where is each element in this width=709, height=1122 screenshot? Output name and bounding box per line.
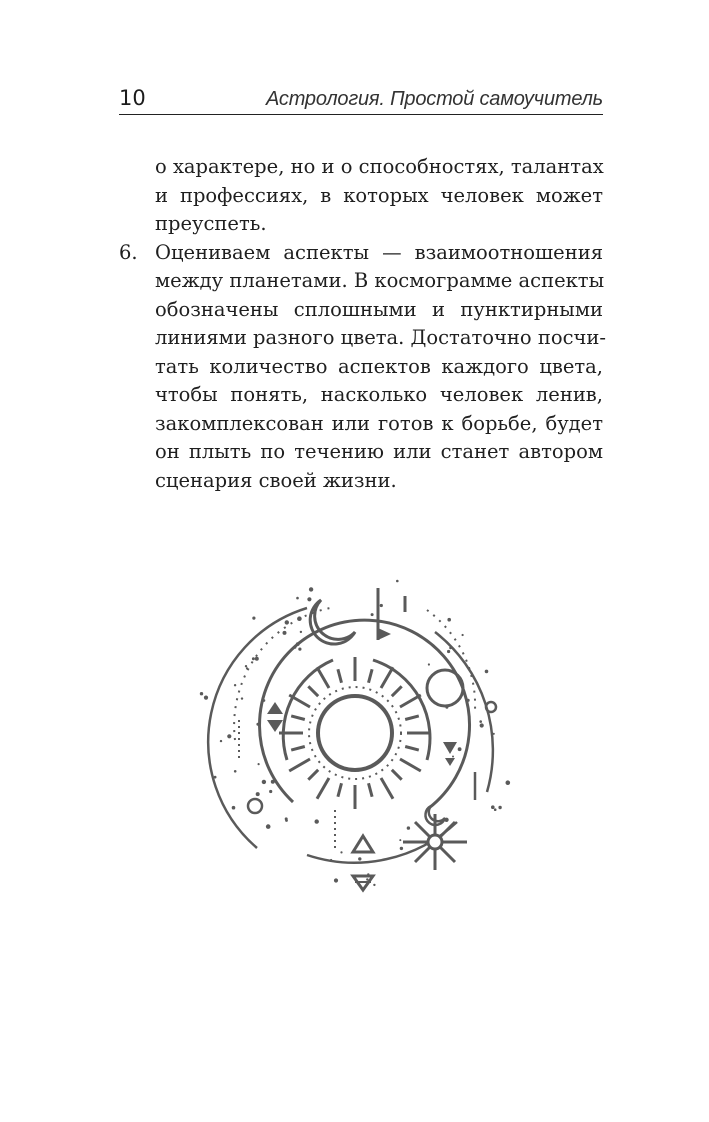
star-dot	[285, 819, 288, 822]
sun-ray	[405, 716, 419, 720]
star-dot	[285, 620, 289, 624]
star-dot	[234, 770, 237, 773]
star-dot	[447, 618, 451, 622]
star-dot	[252, 657, 255, 660]
star-dot	[407, 826, 410, 829]
sun-core	[318, 696, 392, 770]
sun-ray	[291, 747, 305, 751]
star-dot	[399, 839, 401, 841]
continuation-paragraph	[119, 153, 603, 239]
star-dot	[340, 851, 342, 853]
star-dot	[234, 684, 236, 686]
body-text	[119, 153, 606, 495]
star-dot	[400, 847, 403, 850]
star-dot	[452, 756, 454, 758]
header-rule	[119, 114, 603, 115]
sun-ray	[405, 747, 419, 751]
sun-ray	[369, 669, 373, 683]
sun-ray	[338, 783, 342, 797]
star-dot	[262, 780, 266, 784]
page-number: 10	[119, 86, 146, 110]
text-line: сценария своей жизни.	[155, 468, 397, 492]
star-dot	[300, 631, 302, 633]
flag	[378, 628, 391, 640]
running-header	[119, 84, 603, 114]
star-dot	[220, 740, 222, 742]
compass-star	[403, 814, 467, 870]
sun-dotted-ring	[309, 687, 401, 779]
star-dot	[298, 648, 301, 651]
star-dot	[296, 597, 299, 600]
running-title: Астрология. Простой самоучитель	[265, 88, 603, 110]
text-line: он плыть по течению или станет автором	[155, 440, 603, 463]
star-dot	[307, 597, 311, 601]
planet-dot-left	[248, 799, 262, 813]
star-dot	[479, 720, 482, 723]
star-dot	[256, 792, 260, 796]
text-line: и профессиях, в которых человек может	[155, 183, 603, 207]
list-item-6	[119, 239, 606, 496]
star-dot	[227, 734, 231, 738]
text-line: Оцениваем аспекты — взаимоотношения	[155, 240, 603, 264]
star-dot	[428, 663, 430, 665]
sun-ray	[308, 686, 318, 696]
sun-ray	[400, 695, 421, 707]
star-dot	[232, 806, 236, 810]
sun-ray	[338, 669, 342, 683]
star-dot	[283, 631, 287, 635]
sun-ray	[308, 770, 318, 780]
sun-ray	[317, 667, 329, 688]
star-dot	[269, 790, 272, 793]
text-line: закомплексован или готов к борьбе, будет	[155, 411, 603, 435]
sun-ray	[317, 778, 329, 799]
star-dot	[373, 884, 375, 886]
star-dot	[204, 696, 208, 700]
text-line: чтобы понять, насколько человек ленив,	[155, 383, 603, 406]
triangle-up-bottom	[353, 836, 373, 852]
triangle-down-right-2	[445, 758, 455, 766]
astrology-sun-moon-icon	[195, 560, 515, 895]
star-dot	[200, 692, 203, 695]
text-line: тать количество аспектов каждого цвета,	[155, 354, 603, 378]
text-line: между планетами. В космограмме аспекты	[155, 269, 605, 292]
sun-ray	[289, 759, 310, 771]
sun-rays	[279, 657, 431, 809]
sun-ray	[392, 770, 402, 780]
text-line: о характере, но и о способностях, талантах	[155, 155, 604, 178]
sun-ray	[291, 716, 305, 720]
text-line: обозначены сплошными и пунктирными	[155, 297, 603, 321]
star-dot	[315, 819, 319, 823]
triangle-up-left	[267, 702, 283, 714]
middle-ring	[260, 620, 470, 808]
star-dot	[396, 580, 399, 583]
text-line: преуспеть.	[155, 212, 267, 235]
star-dot	[485, 670, 489, 674]
star-dot	[241, 697, 243, 699]
star-dot	[258, 763, 260, 765]
sun-ray	[369, 783, 373, 797]
astrology-illustration-svg	[195, 560, 515, 895]
star-dots	[200, 580, 510, 886]
triangle-down-left	[267, 720, 283, 732]
star-dot	[266, 824, 271, 829]
star-dot	[358, 857, 361, 860]
star-dot	[334, 878, 338, 882]
star-dot	[380, 604, 383, 607]
planet-circle-right	[427, 670, 463, 706]
sun-ray	[381, 778, 393, 799]
star-dot	[255, 657, 259, 661]
star-dot	[494, 808, 497, 811]
sun-ray	[381, 667, 393, 688]
star-dot	[498, 806, 501, 809]
triangle-down-right	[443, 742, 457, 754]
dotted-ring-right	[427, 610, 475, 710]
star-dot	[309, 587, 313, 591]
star-dot	[252, 617, 255, 620]
star-dot	[480, 723, 484, 727]
star-dot	[447, 650, 450, 653]
sun-ray	[392, 686, 402, 696]
text-line: линиями разного цвета. Достаточно посчи-	[155, 326, 606, 349]
star-dot	[245, 665, 247, 667]
star-dot	[506, 780, 511, 785]
star-dot	[491, 805, 495, 809]
star-dot	[371, 613, 374, 616]
list-item-number: 6.	[119, 240, 138, 264]
star-dot	[458, 747, 462, 751]
sun-ray	[400, 759, 421, 771]
star-dot	[462, 634, 464, 636]
